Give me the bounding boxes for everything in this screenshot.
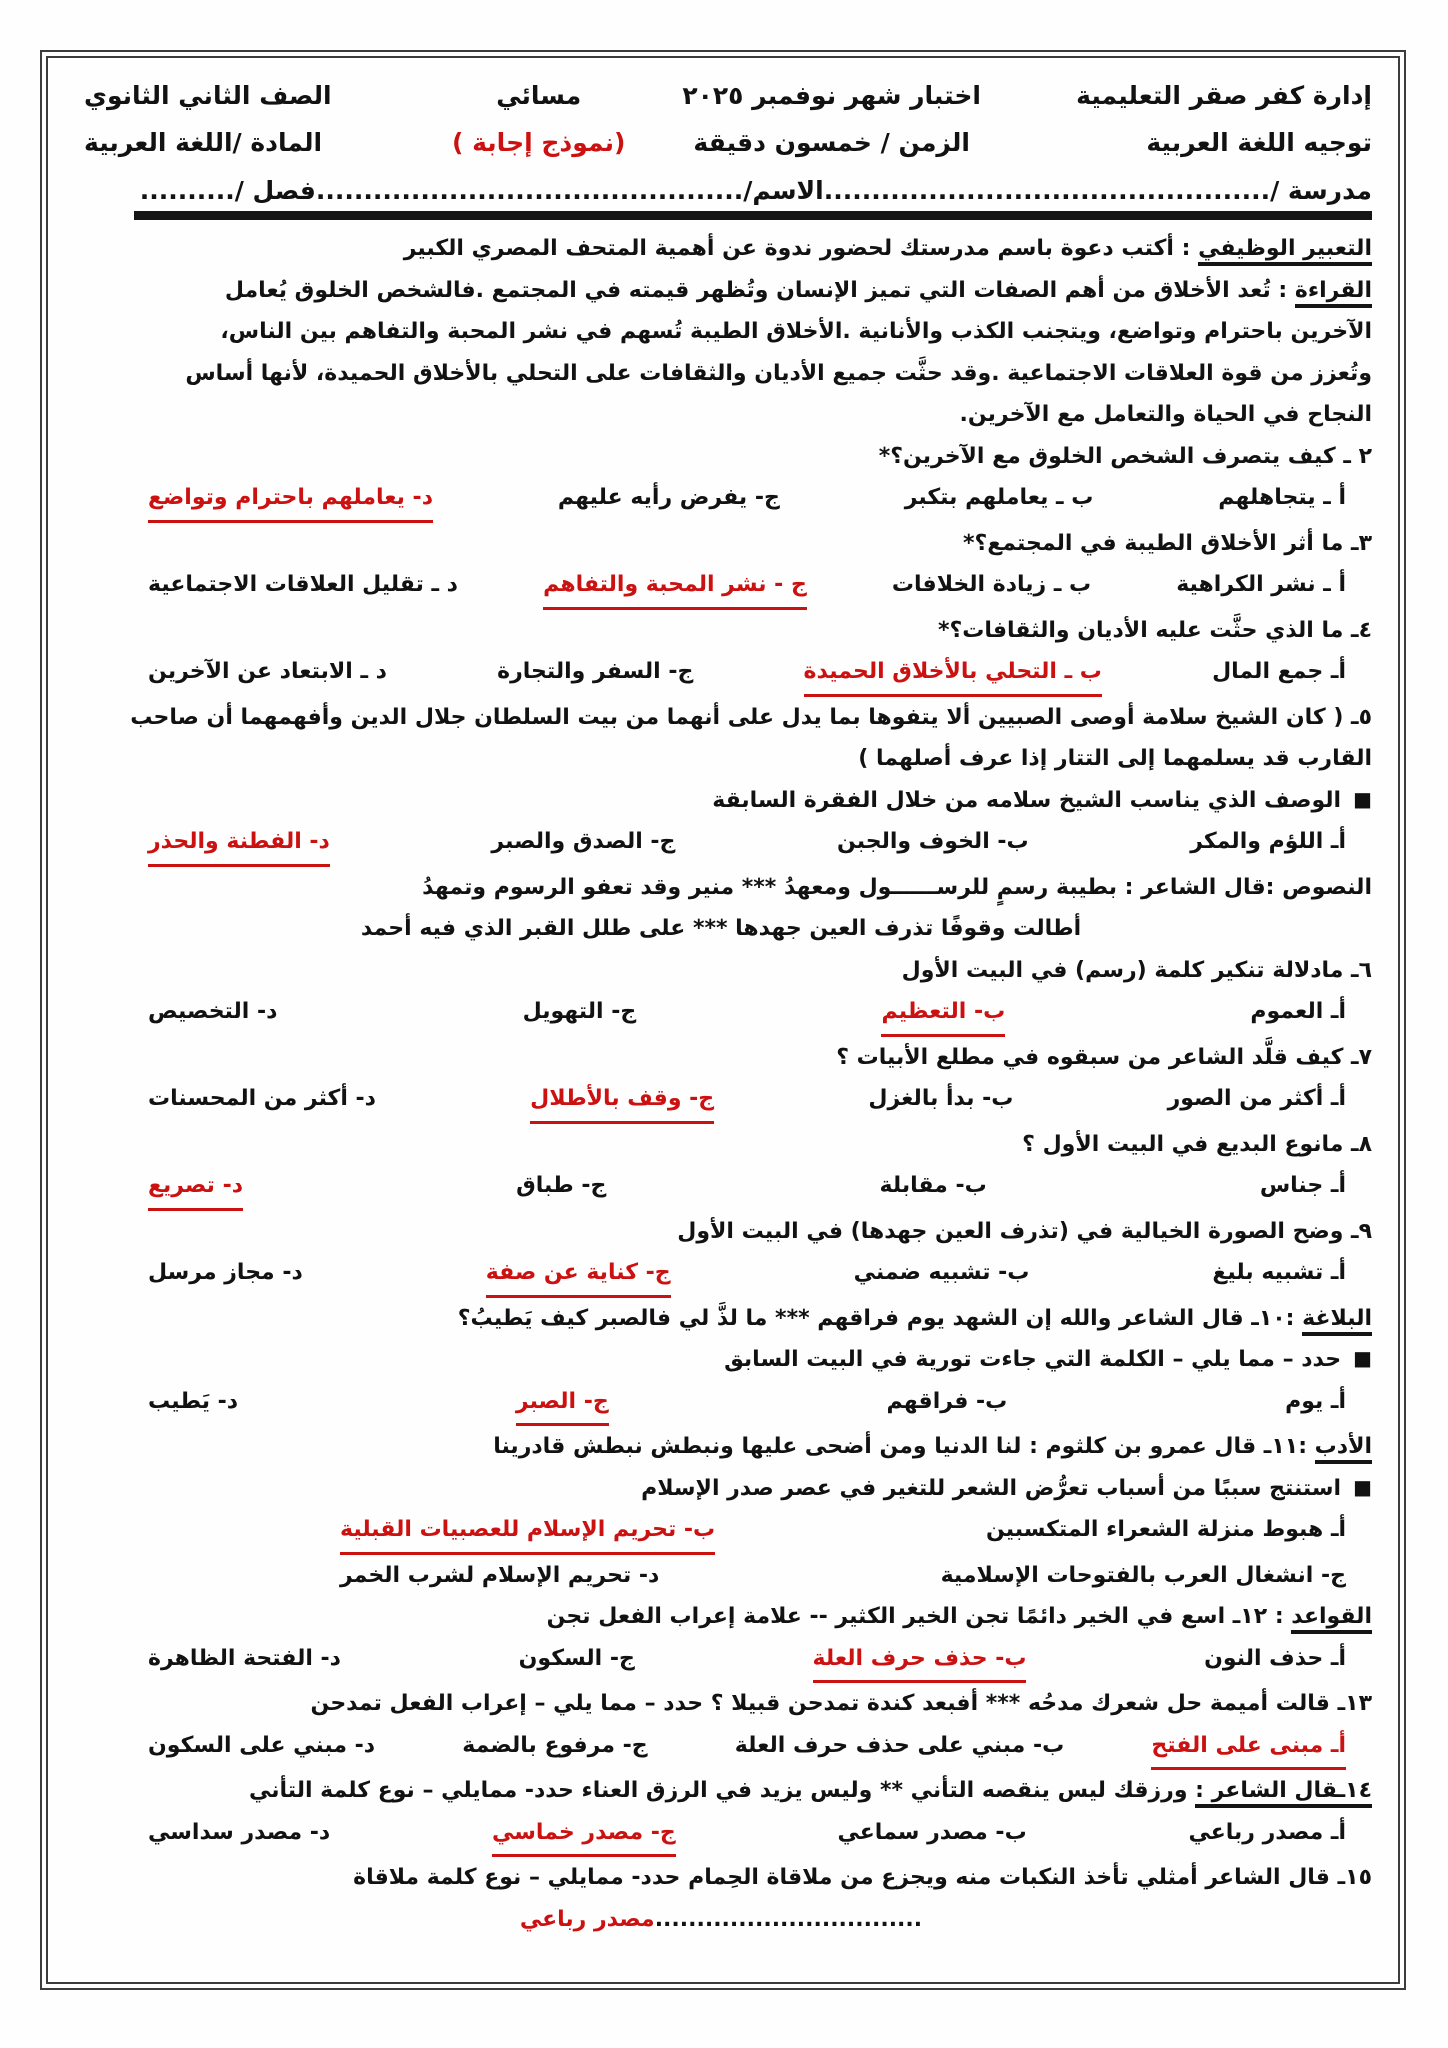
text-segment: د- مصدر سداسي (148, 1819, 331, 1845)
answer-q14: ج- مصدر خماسي (492, 1812, 676, 1858)
text-segment: ب- مصدر سماعي (837, 1819, 1027, 1845)
question-10-stem (70, 1339, 1372, 1381)
text-segment: ب- تشبيه ضمني (853, 1260, 1030, 1285)
text-segment: ٨ـ مانوع البديع في البيت الأول ؟ (1022, 1131, 1372, 1157)
question-4 (70, 610, 1372, 652)
question-11-stem (70, 1468, 1372, 1510)
text-segment: استنتج سببًا من أسباب تعرُّض الشعر للتغير في عصر صدر الإسلام (641, 1475, 1342, 1501)
question-15-answer-line (70, 1899, 1372, 1941)
page-border-frame (40, 50, 1406, 1990)
question-9 (70, 1211, 1372, 1253)
answer-q10: ج- الصبر (516, 1381, 609, 1427)
question-7 (70, 1037, 1372, 1079)
text-segment: أ ـ نشر الكراهية (1176, 572, 1346, 597)
text-segment: أـ العموم (1250, 999, 1346, 1024)
square-bullet-icon: ■ (1353, 1474, 1372, 1499)
text-segment: ٣ـ ما أثر الأخلاق الطيبة في المجتمع؟* (962, 530, 1372, 556)
header-right-column (1020, 72, 1372, 166)
exam-title: اختبار شهر نوفمبر ٢٠٢٥ (682, 81, 981, 110)
question-8 (70, 1124, 1372, 1166)
grade-level: الصف الثاني الثانوي (84, 81, 332, 110)
exam-body (70, 228, 1372, 1940)
text-segment: : تُعد الأخلاق من أهم الصفات التي تميز الإنسان وتُظهر قيمته في المجتمع .فالشخص الخلوق يُعامل (224, 277, 1295, 303)
text-segment: وتُعزز من قوة العلاقات الاجتماعية .وقد حثَّت جميع الأديان والثقافات على التحلي بالأخلاق الحميدة، لأنها أساس (185, 360, 1372, 386)
text-segment: :١١ـ قال عمرو بن كلثوم : لنا الدنيا ومن أضحى عليها ونبطش نبطش قادرينا (493, 1434, 1315, 1459)
question-6-options (70, 991, 1372, 1037)
text-segment: ................................ (654, 1906, 923, 1932)
question-5-passage-2 (70, 738, 1372, 780)
text-segment: د- مجاز مرسل (148, 1260, 303, 1285)
text-segment: أـ اللؤم والمكر (1190, 829, 1346, 854)
text-segment: أـ تشبيه بليغ (1212, 1260, 1346, 1285)
square-bullet-icon: ■ (1353, 1346, 1372, 1370)
section-label-expression: التعبير الوظيفي (1198, 236, 1372, 266)
functional-expression-line (70, 228, 1372, 270)
reading-paragraph-4 (70, 394, 1372, 436)
text-segment: ١٥ـ قال الشاعر أمثلي تأخذ النكبات منه ويجزع من ملاقاة الحِمام حدد- ممايلي – نوع كلمة ملاقاة (353, 1865, 1372, 1890)
reading-paragraph-2 (70, 311, 1372, 353)
text-segment: :١٠ـ قال الشاعر والله إن الشهد يوم فراقهم *** ما لذَّ لي فالصبر كيف يَطيبُ؟ (457, 1305, 1303, 1331)
text-segment: ورزقك ليس ينقصه التأني ** وليس يزيد في الرزق العناء حدد- ممايلي – نوع كلمة التأني (248, 1778, 1196, 1803)
text-segment: ب- مبني على حذف حرف العلة (734, 1732, 1065, 1758)
question-2 (70, 436, 1372, 478)
text-segment: النجاح في الحياة والتعامل مع الآخرين. (959, 402, 1372, 427)
text-segment: ٩ـ وضح الصورة الخيالية في (تذرف العين جهدها) في البيت الأول (677, 1218, 1372, 1244)
education-department: إدارة كفر صقر التعليمية (1076, 81, 1372, 110)
section-label-literature: الأدب (1315, 1434, 1372, 1464)
text-segment: ج- السفر والتجارة (497, 659, 694, 684)
answer-model-badge: (نموذج إجابة ) (452, 128, 626, 157)
question-12-options (70, 1638, 1372, 1684)
text-segment: ب ـ زيادة الخلافات (891, 572, 1092, 597)
text-segment: د- تحريم الإسلام لشرب الخمر (340, 1562, 660, 1588)
text-segment: الوصف الذي يناسب الشيخ سلامه من خلال الفقرة السابقة (712, 787, 1342, 813)
question-2-options (70, 477, 1372, 523)
text-segment: ٤ـ ما الذي حثَّت عليه الأديان والثقافات؟* (937, 617, 1372, 643)
text-segment: ١٣ـ قالت أميمة حل شعرك مدحُه *** أفبعد كندة تمدحن قبيلا ؟ حدد – مما يلي – إعراب الفعل تمدحن (310, 1691, 1372, 1716)
text-segment: ب- مقابلة (879, 1173, 987, 1198)
question-6 (70, 950, 1372, 992)
text-segment: أـ مصدر رباعي (1188, 1819, 1346, 1845)
text-segment: ج- يفرض رأيه عليهم (557, 485, 780, 510)
answer-q3: ج - نشر المحبة والتفاهم (543, 564, 807, 610)
question-11-options-ab (70, 1509, 1372, 1555)
text-segment: ب- الخوف والجبن (836, 829, 1029, 854)
exam-header (70, 72, 1372, 166)
text-segment: النصوص :قال الشاعر : بطيبة رسمٍ للرســــــول ومعهدُ *** منير وقد تعفو الرسوم وتمهدُ (422, 874, 1372, 900)
text-segment: ج- التهويل (522, 999, 637, 1024)
answer-q5: د- الفطنة والحذر (148, 821, 330, 867)
text-segment: ٢ ـ كيف يتصرف الشخص الخلوق مع الآخرين؟* (878, 443, 1372, 469)
answer-q13: أـ مبنى على الفتح (1151, 1725, 1346, 1771)
question-9-options (70, 1252, 1372, 1298)
question-3 (70, 523, 1372, 565)
answer-q9: ج- كناية عن صفة (486, 1252, 671, 1298)
text-segment: أـ أكثر من الصور (1167, 1086, 1346, 1111)
answer-q8: د- تصريع (148, 1165, 243, 1211)
text-segment: د ـ تقليل العلاقات الاجتماعية (148, 572, 458, 597)
rhetoric-question-10 (70, 1298, 1372, 1340)
text-segment: د- يَطيب (148, 1388, 239, 1414)
section-label-rhetoric: البلاغة (1302, 1306, 1372, 1336)
text-segment: ٦ـ مادلالة تنكير كلمة (رسم) في البيت الأول (901, 957, 1372, 983)
question-5-options (70, 821, 1372, 867)
subject-supervision: توجيه اللغة العربية (1146, 128, 1372, 157)
exam-duration: الزمن / خمسون دقيقة (693, 128, 970, 157)
text-segment: ج- مرفوع بالضمة (462, 1732, 648, 1758)
question-10-options (70, 1381, 1372, 1427)
header-left-column (70, 72, 435, 166)
text-segment: أـ يوم (1285, 1388, 1346, 1414)
text-segment: د ـ الابتعاد عن الآخرين (148, 659, 387, 684)
text-segment: ج- انشغال العرب بالفتوحات الإسلامية (940, 1562, 1346, 1588)
answer-q11: ب- تحريم الإسلام للعصبيات القبلية (340, 1509, 715, 1555)
literature-question-11 (70, 1426, 1372, 1468)
question-5-passage-1 (70, 697, 1372, 739)
question-14 (70, 1770, 1372, 1812)
subject-name: المادة /اللغة العربية (84, 128, 323, 157)
text-segment: أطالت وقوفًا تذرف العين جهدها *** على طلل القبر الذي فيه أحمد (360, 916, 1082, 941)
question-5-stem (70, 780, 1372, 822)
texts-verse-2 (70, 908, 1372, 950)
text-segment: : أكتب دعوة باسم مدرستك لحضور ندوة عن أهمية المتحف المصري الكبير (403, 236, 1199, 261)
text-segment: د- التخصيص (148, 999, 278, 1024)
text-segment: ب- فراقهم (886, 1388, 1008, 1414)
question-11-options-cd (70, 1555, 1372, 1597)
question-13 (70, 1683, 1372, 1725)
text-segment: أـ هبوط منزلة الشعراء المتكسبين (985, 1517, 1346, 1542)
text-segment: القارب قد يسلمهما إلى التتار إذا عرف أصلهما ) (858, 746, 1372, 771)
text-segment: ج- السكون (518, 1645, 635, 1671)
section-label-grammar: القواعد (1291, 1604, 1372, 1634)
question-7-options (70, 1078, 1372, 1124)
header-exam-column (643, 72, 1021, 166)
text-segment: ب ـ يعاملهم بتكبر (904, 485, 1094, 510)
text-segment: : ١٢ـ اسع في الخير دائمًا تجن الخير الكثير -- علامة إعراب الفعل تجن (546, 1604, 1292, 1629)
answer-q2: د- يعاملهم باحترام وتواضع (148, 477, 433, 523)
text-segment: أـ حذف النون (1204, 1645, 1346, 1671)
section-label-q14: ١٤ـقال الشاعر : (1195, 1778, 1372, 1808)
grammar-question-12 (70, 1596, 1372, 1638)
reading-paragraph-1 (70, 270, 1372, 312)
text-segment: ج- الصدق والصبر (491, 829, 676, 854)
answer-q15: مصدر رباعي (519, 1906, 655, 1932)
header-session-column (435, 72, 643, 166)
question-3-options (70, 564, 1372, 610)
text-segment: ٧ـ كيف قلَّد الشاعر من سبقوه في مطلع الأبيات ؟ (836, 1044, 1372, 1070)
text-segment: د- مبني على السكون (148, 1732, 376, 1758)
answer-q6: ب- التعظيم (881, 991, 1005, 1037)
page-inner-frame (46, 56, 1400, 1984)
question-13-options (70, 1725, 1372, 1771)
reading-paragraph-3 (70, 353, 1372, 395)
question-8-options (70, 1165, 1372, 1211)
question-14-options (70, 1812, 1372, 1858)
text-segment: د- الفتحة الظاهرة (148, 1645, 341, 1671)
text-segment: ٥ـ ( كان الشيخ سلامة أوصى الصبيين ألا يتفوها بما يدل على أنهما من بيت السلطان جلال الدين وأفهمهما أن صاحب (130, 704, 1372, 730)
text-segment: حدد – مما يلي – الكلمة التي جاءت تورية في البيت السابق (724, 1347, 1342, 1372)
texts-verse-1 (70, 867, 1372, 909)
text-segment: أـ جناس (1259, 1173, 1346, 1198)
section-label-reading: القراءة (1295, 278, 1372, 308)
text-segment: د- أكثر من المحسنات (148, 1086, 376, 1111)
text-segment: أـ جمع المال (1212, 659, 1346, 684)
text-segment: ب- بدأ بالغزل (868, 1086, 1014, 1111)
exam-session: مسائي (496, 81, 582, 110)
square-bullet-icon: ■ (1353, 786, 1372, 811)
text-segment: ج- طباق (516, 1173, 607, 1198)
text-segment: أ ـ يتجاهلهم (1218, 485, 1346, 510)
text-segment: الآخرين باحترام وتواضع، ويتجنب الكذب والأنانية .الأخلاق الطيبة تُسهم في نشر المحبة والتفاهم بين الناس، (220, 319, 1372, 344)
answer-q12: ب- حذف حرف العلة (813, 1638, 1027, 1684)
answer-q4: ب ـ التحلي بالأخلاق الحميدة (804, 651, 1102, 697)
question-15 (70, 1857, 1372, 1899)
answer-q7: ج- وقف بالأطلال (530, 1078, 714, 1124)
student-info-line: مدرسة /...............................................الاسم/.............................................فصل /.......... (134, 166, 1372, 220)
question-4-options (70, 651, 1372, 697)
